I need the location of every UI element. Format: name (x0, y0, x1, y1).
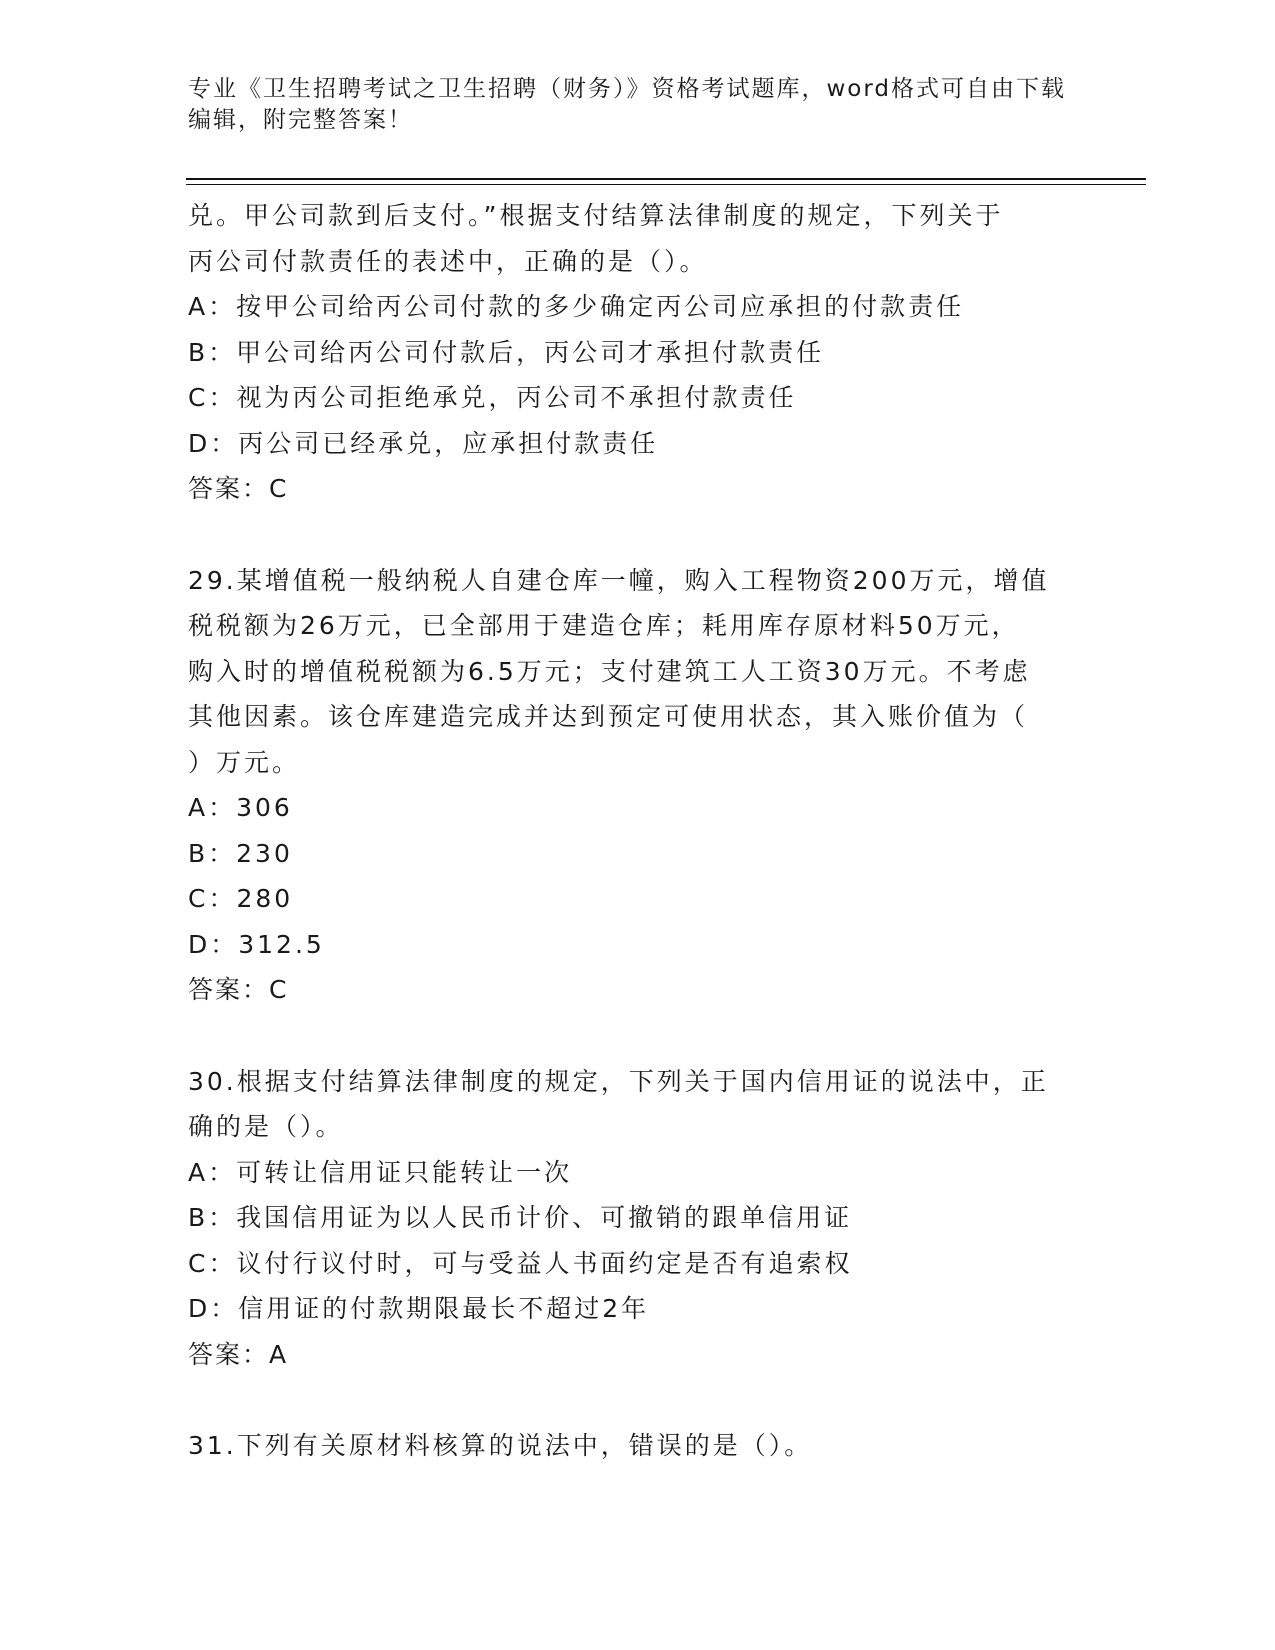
header-divider-thick (186, 178, 1146, 180)
header-divider-thin (186, 184, 1146, 185)
question-text: ）万元。 (188, 747, 301, 777)
option-b: B：我国信用证为以人民币计价、可撤销的跟单信用证 (188, 1203, 853, 1232)
question-29 (188, 558, 1068, 1013)
answer: 答案：C (188, 474, 289, 503)
option-d: D：丙公司已经承兑，应承担付款责任 (188, 428, 659, 458)
question-text: 31.下列有关原材料核算的说法中，错误的是（）。 (188, 1431, 813, 1460)
question-text: 确的是（）。 (188, 1112, 344, 1141)
spacer (188, 1013, 1068, 1059)
option-a: A：按甲公司给丙公司付款的多少确定丙公司应承担的付款责任 (188, 292, 965, 321)
question-31 (188, 1423, 1068, 1469)
question-text: 其他因素。该仓库建造完成并达到预定可使用状态，其入账价值为（ (188, 702, 1029, 731)
option-a: A：可转让信用证只能转让一次 (188, 1157, 573, 1187)
question-text: 30.根据支付结算法律制度的规定，下列关于国内信用证的说法中，正 (188, 1066, 1049, 1096)
option-c: C：议付行议付时，可与受益人书面约定是否有追索权 (188, 1248, 853, 1278)
page-header (188, 74, 1088, 136)
option-d: D：312.5 (188, 929, 325, 959)
option-b: B：230 (188, 838, 293, 868)
question-text: 税税额为26万元，已全部用于建造仓库；耗用库存原材料50万元， (188, 611, 1020, 640)
option-a: A：306 (188, 793, 293, 822)
answer: 答案：A (188, 1339, 289, 1369)
question-content (188, 193, 1068, 1469)
option-c: C：280 (188, 884, 294, 913)
spacer (188, 512, 1068, 558)
answer: 答案：C (188, 975, 289, 1004)
question-text: 丙公司付款责任的表述中，正确的是（）。 (188, 246, 708, 276)
spacer (188, 1377, 1068, 1423)
option-c: C：视为丙公司拒绝承兑，丙公司不承担付款责任 (188, 383, 797, 412)
option-b: B：甲公司给丙公司付款后，丙公司才承担付款责任 (188, 337, 825, 367)
question-30 (188, 1059, 1068, 1378)
header-line-2: 编辑，附完整答案！ (188, 107, 413, 133)
option-d: D：信用证的付款期限最长不超过2年 (188, 1294, 650, 1323)
question-28 (188, 193, 1068, 512)
question-text: 29.某增值税一般纳税人自建仓库一幢，购入工程物资200万元，增值 (188, 565, 1050, 595)
question-text: 购入时的增值税税额为6.5万元；支付建筑工人工资30万元。不考虑 (188, 656, 1031, 686)
header-line-1: 专业《卫生招聘考试之卫生招聘（财务）》资格考试题库，word格式可自由下载 (188, 76, 1067, 102)
question-text: 兑。甲公司款到后支付。”根据支付结算法律制度的规定，下列关于 (188, 201, 1004, 230)
